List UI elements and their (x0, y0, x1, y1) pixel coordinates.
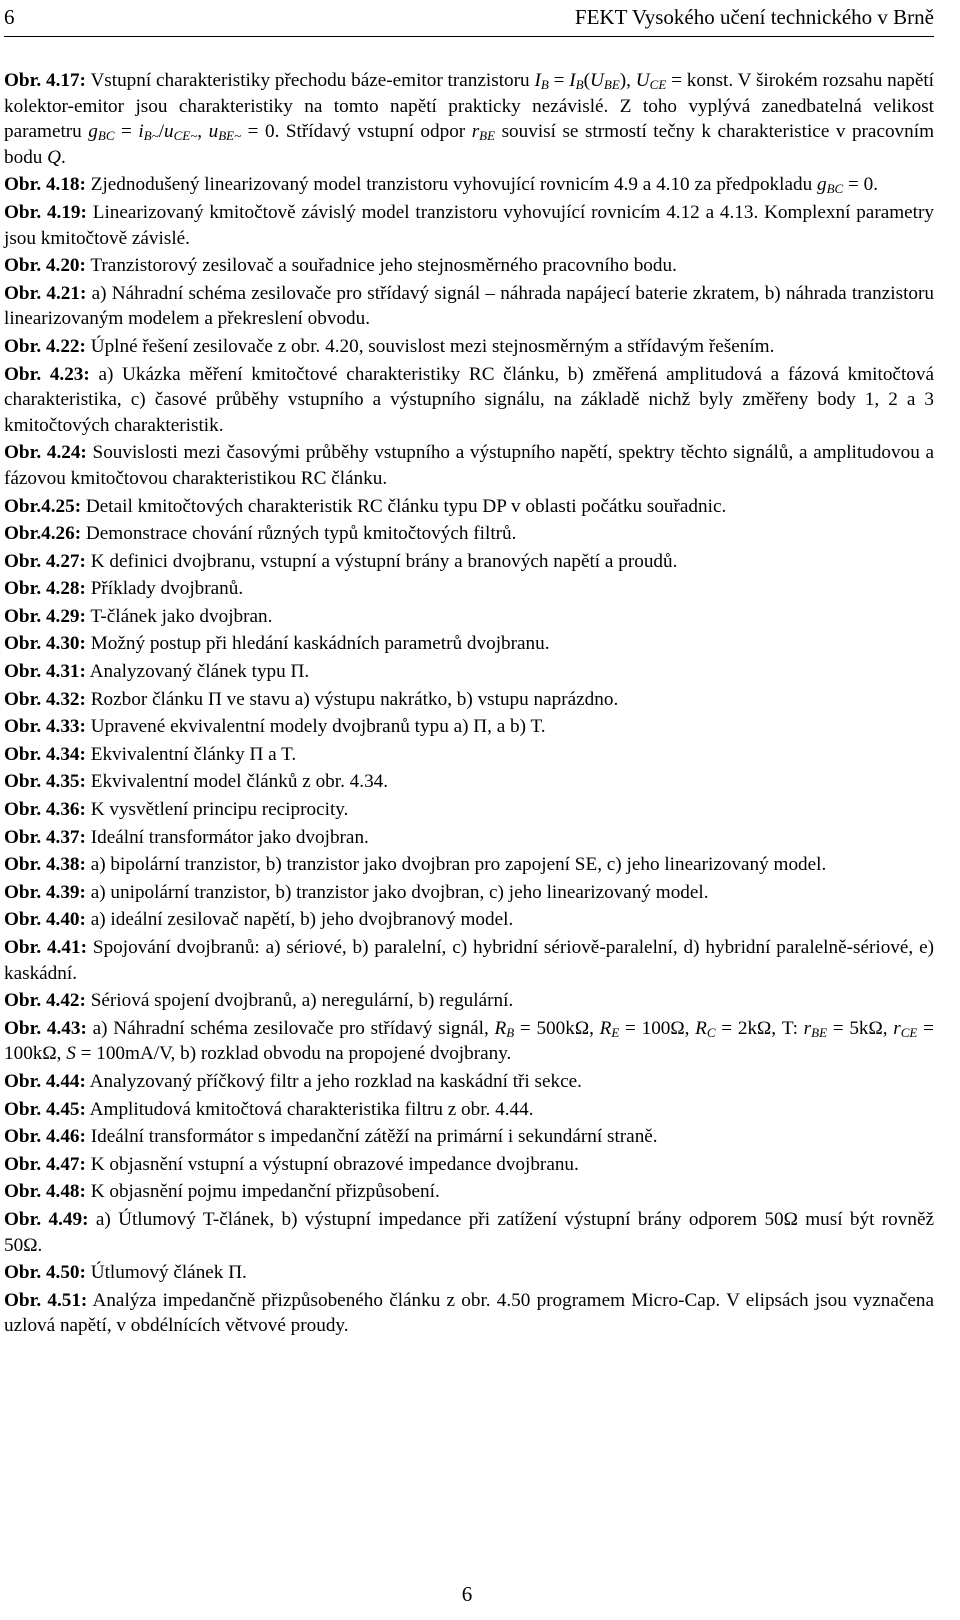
figure-caption (4, 880, 934, 906)
figure-label: Obr. 4.38: (4, 854, 86, 876)
figure-label: Obr.4.26: (4, 523, 82, 545)
figure-caption-text: a) bipolární tranzistor, b) tranzistor jako dvojbran pro zapojení SE, c) jeho linearizovaný model. (85, 854, 827, 876)
figure-caption-text: Spojování dvojbranů: a) sériové, b) paralelní, c) hybridní sériově-paralelní, d) hybridní paralelně-sériové, e) kaskádní. (4, 937, 934, 984)
figure-caption (4, 1260, 934, 1286)
figure-caption-text: a) unipolární tranzistor, b) tranzistor jako dvojbran, c) jeho linearizovaný model. (85, 881, 709, 903)
figure-label: Obr. 4.48: (4, 1181, 86, 1203)
figure-caption-text: a) Útlumový T-článek, b) výstupní impedance při zatížení výstupní brány odporem 50Ω musí být rovněž 50Ω. (4, 1208, 934, 1256)
figure-caption-text: a) ideální zesilovač napětí, b) jeho dvojbranový model. (85, 909, 514, 931)
figure-caption (4, 1097, 934, 1123)
header-page-number: 6 (4, 5, 15, 29)
figure-caption (4, 576, 934, 602)
figure-caption (4, 659, 934, 685)
figure-caption-text: K objasnění vstupní a výstupní obrazové impedance dvojbranu. (85, 1153, 579, 1175)
figure-caption-text: Analyzovaný článek typu Π. (85, 661, 310, 683)
figure-caption-text: Útlumový článek Π. (85, 1262, 247, 1284)
figure-caption-text: Ideální transformátor jako dvojbran. (85, 826, 369, 848)
figure-caption-text: Zjednodušený linearizovaný model tranzistoru vyhovující rovnicím 4.9 a 4.10 za předpokladu $g_{BC} = 0$. (85, 174, 879, 197)
figure-caption (4, 440, 934, 491)
figure-label: Obr. 4.23: (4, 363, 90, 385)
figure-caption-text: K definici dvojbranu, vstupní a výstupní brány a branových napětí a proudů. (85, 550, 678, 572)
figure-caption (4, 172, 934, 198)
figure-label: Obr. 4.22: (4, 335, 86, 357)
figure-caption (4, 714, 934, 740)
figure-caption-text: Ekvivalentní model článků z obr. 4.34. (85, 771, 389, 793)
figure-caption (4, 769, 934, 795)
figure-caption (4, 1288, 934, 1339)
figure-label: Obr. 4.35: (4, 771, 86, 793)
header-publisher: FEKT Vysokého učení technického v Brně (574, 5, 934, 29)
figure-caption-text: Analyzovaný příčkový filtr a jeho rozklad na kaskádní tři sekce. (85, 1070, 582, 1092)
figure-caption (4, 935, 934, 986)
figure-caption-list (4, 68, 934, 1341)
figure-caption (4, 494, 934, 520)
figure-caption (4, 281, 934, 332)
figure-label: Obr. 4.45: (4, 1098, 86, 1120)
figure-label: Obr. 4.31: (4, 661, 86, 683)
figure-caption-text: Ekvivalentní články Π a T. (85, 743, 297, 765)
figure-caption (4, 200, 934, 251)
figure-label: Obr. 4.49: (4, 1208, 89, 1230)
figure-label: Obr. 4.30: (4, 633, 86, 655)
figure-label: Obr. 4.37: (4, 826, 86, 848)
figure-caption-text: Linearizovaný kmitočtově závislý model tranzistoru vyhovující rovnicím 4.12 a 4.13. Komplexní parametry jsou kmitočtově závislé. (4, 201, 934, 249)
figure-label: Obr. 4.21: (4, 282, 87, 304)
figure-label: Obr. 4.40: (4, 909, 86, 931)
figure-caption (4, 604, 934, 630)
page-footer-number: 6 (461, 1582, 473, 1606)
figure-caption-text: Analýza impedančně přizpůsobeného článku z obr. 4.50 programem Micro-Cap. V elipsách jsou vyznačena uzlová napětí, v obdélnících větvové proudy. (4, 1289, 934, 1337)
figure-label: Obr. 4.36: (4, 799, 86, 821)
figure-caption (4, 521, 934, 547)
figure-caption-text: a) Ukázka měření kmitočtové charakteristiky RC článku, b) změřená amplitudová a fázová kmitočtová charakteristika, c) časové průběhy vstupního a výstupního signálu, na základě nichž byly změřeny body 1, 2 a 3 kmitočtových charakteristik. (4, 363, 934, 436)
figure-caption (4, 1124, 934, 1150)
figure-caption-text: K vysvětlení principu reciprocity. (85, 799, 349, 821)
figure-caption-text: Amplitudová kmitočtová charakteristika filtru z obr. 4.44. (85, 1098, 534, 1120)
figure-caption (4, 334, 934, 360)
figure-label: Obr. 4.34: (4, 743, 86, 765)
figure-caption-text: Možný postup při hledání kaskádních parametrů dvojbranu. (85, 633, 550, 655)
figure-caption-text: Souvislosti mezi časovými průběhy vstupního a výstupního napětí, spektry těchto signálů, a amplitudovou a fázovou kmitočtovou charakteristikou RC článku. (4, 442, 935, 489)
figure-caption (4, 907, 934, 933)
figure-label: Obr. 4.42: (4, 990, 86, 1012)
figure-label: Obr. 4.43: (4, 1017, 87, 1039)
figure-caption (4, 253, 934, 279)
figure-label: Obr. 4.47: (4, 1153, 86, 1175)
figure-caption-text: Tranzistorový zesilovač a souřadnice jeho stejnosměrného pracovního bodu. (85, 255, 677, 277)
figure-label: Obr. 4.20: (4, 255, 86, 277)
figure-caption (4, 1069, 934, 1095)
figure-label: Obr. 4.39: (4, 881, 86, 903)
figure-caption (4, 742, 934, 768)
figure-label: Obr. 4.50: (4, 1262, 86, 1284)
figure-caption-text: T-článek jako dvojbran. (85, 605, 273, 627)
figure-caption (4, 1016, 934, 1067)
figure-caption-text: Upravené ekvivalentní modely dvojbranů typu a) Π, a b) T. (85, 716, 546, 738)
figure-label: Obr. 4.27: (4, 550, 86, 572)
figure-caption-text: Úplné řešení zesilovače z obr. 4.20, souvislost mezi stejnosměrným a střídavým řešením. (85, 335, 775, 357)
figure-caption-text: Sériová spojení dvojbranů, a) neregulární, b) regulární. (85, 990, 514, 1012)
figure-label: Obr. 4.44: (4, 1070, 86, 1092)
figure-caption-text: K objasnění pojmu impedanční přizpůsobení. (85, 1181, 440, 1203)
figure-caption-text: a) Náhradní schéma zesilovače pro střídavý signál – náhrada napájecí baterie zkratem, b) náhrada tranzistoru linearizovaným modelem a překreslení obvodu. (4, 282, 934, 330)
figure-caption (4, 687, 934, 713)
figure-label: Obr. 4.18: (4, 174, 86, 196)
figure-label: Obr.4.25: (4, 495, 82, 517)
figure-caption-text: Demonstrace chování různých typů kmitočtových filtrů. (81, 523, 517, 545)
figure-label: Obr. 4.29: (4, 605, 86, 627)
figure-caption-text: Vstupní charakteristiky přechodu báze-emitor tranzistoru $I_B = I_B(U_{BE})$, $U_{CE}$ = konst. V širokém rozsahu napětí kolektor-emitor jsou charakteristiky na tomto napětí prakticky nezávislé. Z toho vyplývá zanedbatelná velikost parametru $g_{BC} = i_{B\sim}/u_{CE\sim}$, $u_{BE\sim} = 0$. Střídavý vstupní odpor $r_{BE}$ souvisí se strmostí tečny k charakteristice v pracovním bodu Q. (4, 70, 935, 168)
figure-caption (4, 1207, 934, 1258)
figure-label: Obr. 4.17: (4, 70, 86, 91)
figure-caption-text: Ideální transformátor s impedanční zátěží na primární i sekundární straně. (85, 1126, 658, 1148)
figure-caption (4, 852, 934, 878)
figure-caption (4, 988, 934, 1014)
figure-caption-text: Rozbor článku Π ve stavu a) výstupu nakrátko, b) vstupu naprázdno. (85, 688, 619, 710)
figure-label: Obr. 4.24: (4, 442, 87, 464)
figure-label: Obr. 4.33: (4, 716, 86, 738)
figure-label: Obr. 4.19: (4, 201, 87, 223)
page-header (4, 2, 934, 37)
figure-caption (4, 1152, 934, 1178)
figure-label: Obr. 4.28: (4, 578, 86, 600)
figure-caption-text: a) Náhradní schéma zesilovače pro střídavý signál, $R_B = 500k\Omega$, $R_E = 100\Omega$, $R_C = 2k\Omega$, T: $r_{BE} = 5k\Omega$, $r_{CE} = 100k\Omega$, S = 100mA/V, b) rozklad obvodu na propojené dvojbrany. (4, 1017, 934, 1065)
figure-caption (4, 1179, 934, 1205)
figure-caption (4, 825, 934, 851)
figure-label: Obr. 4.51: (4, 1289, 88, 1311)
figure-label: Obr. 4.41: (4, 937, 88, 958)
figure-caption (4, 362, 934, 439)
figure-label: Obr. 4.46: (4, 1126, 86, 1148)
figure-label: Obr. 4.32: (4, 688, 86, 710)
figure-caption (4, 549, 934, 575)
figure-caption (4, 631, 934, 657)
figure-caption (4, 797, 934, 823)
figure-caption-text: Detail kmitočtových charakteristik RC článku typu DP v oblasti počátku souřadnic. (81, 495, 727, 517)
figure-caption-text: Příklady dvojbranů. (85, 578, 244, 600)
figure-caption (4, 68, 934, 170)
